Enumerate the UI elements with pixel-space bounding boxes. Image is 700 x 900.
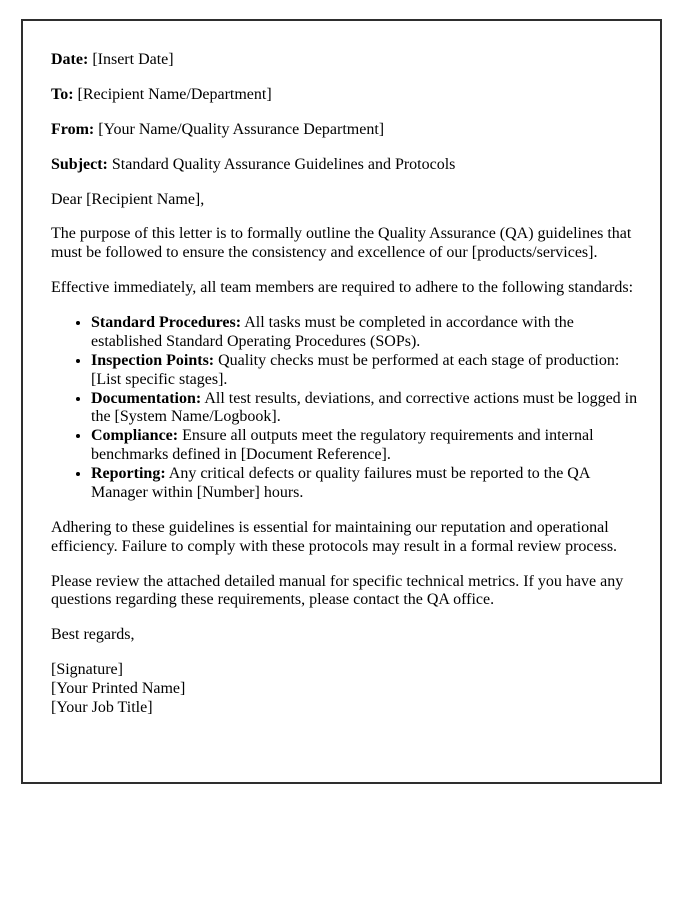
field-to — [51, 86, 639, 105]
bullet-label-documentation: Documentation: — [91, 389, 202, 407]
intro-paragraph: The purpose of this letter is to formally outline the Quality Assurance (QA) guidelines that must be followed to ensure the consistency and excellence of our [products/services]. — [51, 225, 632, 262]
review-paragraph: Please review the attached detailed manual for specific technical metrics. If you have any questions regarding these requirements, please contact the QA office. — [51, 572, 624, 609]
field-to-value: [Recipient Name/Department] — [73, 85, 272, 103]
bullet-label-inspection-points: Inspection Points: — [91, 351, 215, 369]
bullet-text-standard-procedures: All tasks must be completed in accordance with the established Standard Operating Procedures (SOPs). — [91, 314, 574, 350]
list-item-compliance — [91, 427, 639, 465]
field-date-label: Date: — [51, 51, 89, 68]
bullet-text-compliance: Ensure all outputs meet the regulatory requirements and internal benchmarks defined in [Document Reference]. — [91, 427, 594, 464]
field-date-value: [Insert Date] — [88, 51, 174, 68]
bullet-text-reporting: Any critical defects or quality failures must be reported to the QA Manager within [Number] hours. — [91, 465, 590, 501]
signature-line: [Signature] — [51, 661, 123, 679]
field-subject-label: Subject: — [51, 155, 108, 173]
field-from-value: [Your Name/Quality Assurance Department] — [94, 120, 385, 138]
list-item-documentation — [91, 390, 639, 428]
field-subject-value: Standard Quality Assurance Guidelines and Protocols — [107, 155, 456, 173]
letter-document — [21, 19, 662, 784]
field-to-label: To: — [51, 85, 74, 103]
standards-list — [51, 314, 639, 503]
list-item-reporting — [91, 465, 639, 503]
field-from-label: From: — [51, 120, 95, 138]
field-date — [51, 51, 639, 70]
bullet-text-inspection-points: Quality checks must be performed at each stage of production: [List specific stages]. — [91, 351, 620, 388]
adherence-paragraph: Adhering to these guidelines is essential for maintaining our reputation and operational efficiency. Failure to comply with these protocols may result in a formal review process. — [51, 518, 618, 555]
field-subject — [51, 156, 639, 175]
list-item-inspection-points — [91, 352, 639, 390]
signoff: Best regards, — [51, 626, 135, 644]
salutation: Dear [Recipient Name], — [51, 190, 205, 208]
bullet-label-compliance: Compliance: — [91, 427, 179, 445]
signature-job-title: [Your Job Title] — [51, 698, 153, 716]
list-item-standard-procedures — [91, 314, 639, 352]
bullet-label-standard-procedures: Standard Procedures: — [91, 314, 242, 331]
standards-intro: Effective immediately, all team members are required to adhere to the following standards: — [51, 279, 634, 297]
field-from — [51, 121, 639, 140]
signature-block — [51, 661, 639, 718]
bullet-label-reporting: Reporting: — [91, 465, 166, 482]
bullet-text-documentation: All test results, deviations, and corrective actions must be logged in the [System Name/Logbook]. — [91, 389, 638, 426]
signature-printed-name: [Your Printed Name] — [51, 680, 186, 697]
